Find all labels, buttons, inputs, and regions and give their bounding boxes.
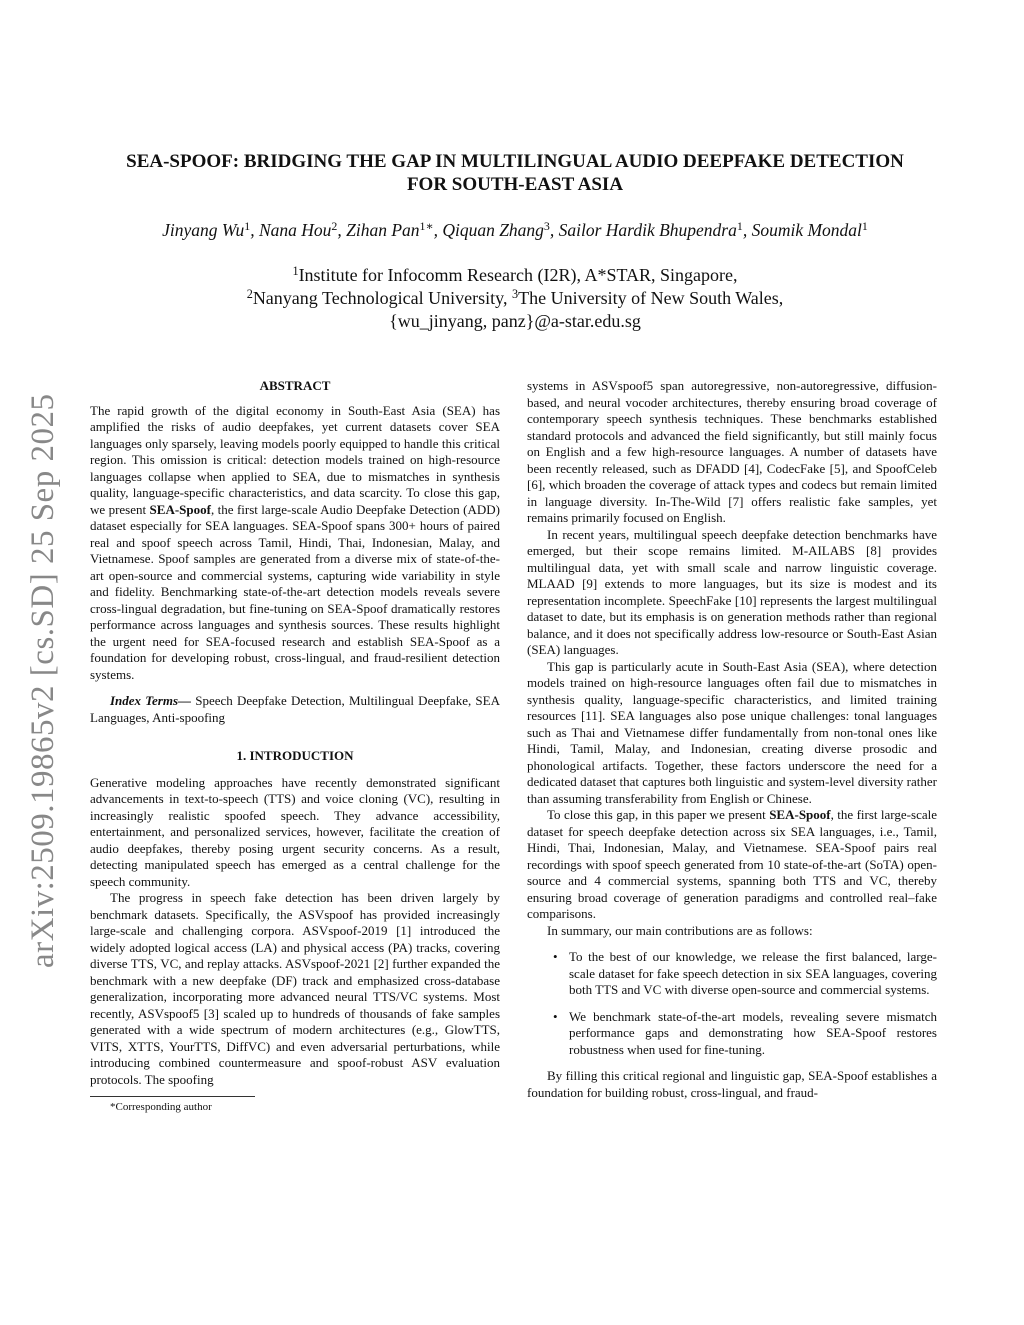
intro-paragraph-8: By filling this critical regional and linguistic gap, SEA-Spoof establishes a foundation for building robust, cross-lingual, and fraud-	[527, 1068, 937, 1100]
bullet-icon: •	[553, 949, 558, 964]
intro-paragraph-2: The progress in speech fake detection has been driven largely by benchmark datasets. Specifically, the ASVspoof has provided increasingly large-scale and challenging corpora. ASVspoof-2019 [1] introduced the widely adopted logical access (LA) and physical access (PA) tracks, covering diverse TTS, VC, and replay attacks. ASVspoof-2021 [2] further expanded the benchmark with a new deepfake (DF) track and emphasized cross-database generalization, incorporating more advanced neural TTS/VC systems. Most recently, ASVspoof5 [3] scaled up to hundreds of thousands of fake samples generated with a wide spectrum of modern architectures (e.g., GlowTTS, VITS, XTTS, YourTTS, DiffVC) and even adversarial perturbations, while introducing combined countermeasure and spoof-robust ASV evaluation protocols. The spoofing	[90, 890, 500, 1087]
abstract-heading: ABSTRACT	[259, 378, 331, 393]
introduction-heading: 1. INTRODUCTION	[236, 748, 354, 763]
intro-paragraph-7: In summary, our main contributions are as follows:	[547, 922, 813, 938]
contributions-list	[527, 949, 937, 1058]
contact-email: {wu_jinyang, panz}@a-star.edu.sg	[389, 311, 641, 331]
author-list	[60, 218, 970, 242]
intro-paragraph-5: This gap is particularly acute in South-East Asia (SEA), where detection models trained on high-resource languages often fail due to mismatches in synthesis quality, language-specific characteristics, and limited training resources [11]. SEA languages also pose unique challenges: tonal languages such as Thai and Vietnamese differ fundamentally from non-tonal ones like Hindi, Tamil, Malay, and Indonesian, creating diverse prosodic and phonological artifacts. Together, these factors underscore the need for a dedicated dataset that captures both linguistic and system-level diversity rather than assuming transferability from English or Chinese.	[527, 658, 937, 806]
affiliation-line-2: $^2$Nanyang Technological University, $^3$The University of New South Wales,	[246, 286, 784, 308]
list-item: • To the best of our knowledge, we release the first balanced, large-scale dataset for fake speech detection in six SEA languages, covering both TTS and VC with diverse open-source and commercial systems.	[553, 949, 937, 997]
author: Sailor Hardik Bhupendra$^1$,	[558, 219, 752, 240]
footnote: *Corresponding author	[110, 1101, 212, 1113]
intro-paragraph-3: systems in ASVspoof5 span autoregressive, non-autoregressive, diffusion-based, and neural vocoder architectures, thereby ensuring broad coverage of contemporary speech synthesis techniques. These benchmarks established standard protocols and advanced the field significantly, but still mainly focus on English and a few high-resource languages. A number of datasets have been recently released, such as DFADD [4], CodecFake [5], and SpoofCeleb [6], which broaden the coverage of attack types and codecs but remain limited in language diversity. In-The-Wild [7] offers realistic fake samples, yet remains primarily focused on English.	[527, 378, 937, 525]
paper-title	[90, 150, 940, 196]
title-line-2: FOR SOUTH-EAST ASIA	[406, 174, 624, 195]
author: Qiquan Zhang$^3$,	[442, 219, 559, 240]
bullet-icon: •	[553, 1008, 558, 1024]
author: Soumik Mondal$^1$	[751, 219, 868, 240]
author: Zihan Pan$^{1∗}$,	[346, 219, 443, 240]
intro-paragraph-4: In recent years, multilingual speech deepfake detection benchmarks have emerged, but their scope remains limited. M-AILABS [8] provides multilingual data, yet with small scale and narrow linguistic coverage. MLAAD [9] extends to more languages, but its size is modest and its representation incomplete. SpeechFake [10] represents the largest multilingual dataset to date, but its emphasis is on generation methods rather than regional balance, and it does not specifically address low-resource or South-East Asian (SEA) languages.	[527, 526, 937, 657]
title-line-1: SEA-SPOOF: BRIDGING THE GAP IN MULTILINGUAL AUDIO DEEPFAKE DETECTION	[126, 151, 904, 172]
index-terms: Index Terms— Speech Deepfake Detection, Multilingual Deepfake, SEA Languages, Anti-spoofing	[90, 693, 500, 725]
right-column	[527, 378, 937, 1101]
intro-paragraph-6: To close this gap, in this paper we present SEA-Spoof, the first large-scale dataset for speech deepfake detection across six SEA languages, i.e., Tamil, Hindi, Thai, Indonesian, Malay, and Vietnamese. SEA-Spoof pairs real recordings with spoof speech generated from 10 state-of-the-art (SoTA) open-source and 4 commercial systems, spanning both TTS and VC, thereby ensuring broad coverage of generation paradigms and controlled real–fake comparisons.	[527, 807, 937, 921]
author: Jinyang Wu$^1$,	[162, 219, 259, 240]
footnote-divider	[90, 1096, 255, 1097]
left-column	[90, 378, 500, 1114]
author: Nana Hou$^2$,	[258, 219, 347, 240]
arxiv-identifier: arXiv:2509.19865v2 [cs.SD] 25 Sep 2025	[25, 393, 61, 968]
intro-paragraph-1: Generative modeling approaches have recently demonstrated significant advancements in text-to-speech (TTS) and voice cloning (VC), resulting in increasingly realistic spoofed speech. They advance accessibility, entertainment, and personalized services, however, facilitate the creation of audio deepfakes, thereby posing urgent security concerns. As a result, detecting manipulated speech has emerged as a central challenge for the speech community.	[90, 774, 500, 889]
affiliation-line-1: $^1$Institute for Infocomm Research (I2R), A*STAR, Singapore,	[292, 263, 738, 285]
list-item: • We benchmark state-of-the-art models, revealing severe mismatch performance gaps and demonstrating how SEA-Spoof restores robustness when used for fine-tuning.	[553, 1008, 937, 1057]
affiliations	[60, 264, 970, 333]
abstract-text: The rapid growth of the digital economy in South-East Asia (SEA) has amplified the risks of audio deepfakes, yet current datasets cover SEA languages only sparsely, leaving models poorly equipped to handle this critical region. This omission is critical: detection models trained on high-resource languages collapse when applied to SEA, due to mismatches in synthesis quality, language-specific characteristics, and data scarcity. To close this gap, we present SEA-Spoof, the first large-scale Audio Deepfake Detection (ADD) dataset especially for SEA languages. SEA-Spoof spans 300+ hours of paired real and spoof speech across Tamil, Hindi, Thai, Indonesian, Malay, and Vietnamese. Spoof samples are generated from a diverse mix of state-of-the-art open-source and commercial systems, capturing wide variability in style and fidelity. Benchmarking state-of-the-art detection models reveals severe cross-lingual degradation, but fine-tuning on SEA-Spoof dramatically restores performance across languages and synthesis sources. These results highlight the urgent need for SEA-focused research and establish SEA-Spoof as a foundation for developing robust, cross-lingual, and fraud-resilient detection systems.	[90, 402, 500, 682]
